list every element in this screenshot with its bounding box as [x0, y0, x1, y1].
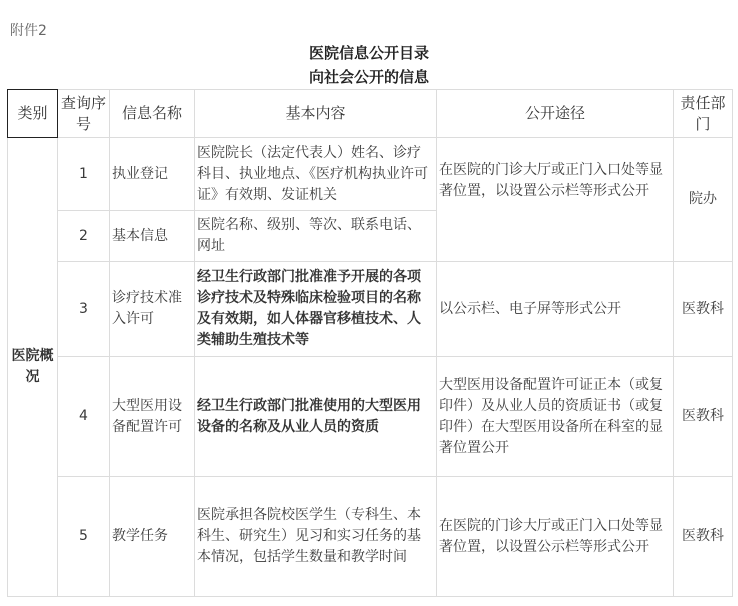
row-content: 经卫生行政部门批准准予开展的各项诊疗技术及特殊临床检验项目的名称及有效期，如人体器官移植技术、人类辅助生殖技术等	[195, 262, 437, 357]
row-name: 大型医用设备配置许可	[110, 357, 195, 477]
header-index: 查询序号	[58, 90, 110, 138]
page-subtitle: 向社会公开的信息	[308, 68, 429, 86]
header-channel: 公开途径	[437, 90, 674, 138]
row-channel: 在医院的门诊大厅或正门入口处等显著位置，以设置公示栏等形式公开	[437, 138, 674, 262]
row-index: 2	[58, 211, 110, 262]
header-name: 信息名称	[110, 90, 195, 138]
row-channel: 在医院的门诊大厅或正门入口处等显著位置，以设置公示栏等形式公开	[437, 477, 674, 597]
row-content: 医院承担各院校医学生（专科生、本科生、研究生）见习和实习任务的基本情况，包括学生数量和教学时间	[195, 477, 437, 597]
row-channel: 大型医用设备配置许可证正本（或复印件）及从业人员的资质证书（或复印件）在大型医用设备所在科室的显著位置公开	[437, 357, 674, 477]
row-index: 4	[58, 357, 110, 477]
row-name: 教学任务	[110, 477, 195, 597]
row-name: 基本信息	[110, 211, 195, 262]
row-dept: 院办	[674, 138, 733, 262]
row-content: 医院名称、级别、等次、联系电话、网址	[195, 211, 437, 262]
page-title: 医院信息公开目录	[308, 44, 429, 62]
row-index: 5	[58, 477, 110, 597]
table-row	[8, 138, 733, 211]
table-row	[8, 262, 733, 357]
row-name: 执业登记	[110, 138, 195, 211]
row-dept: 医教科	[674, 477, 733, 597]
row-index: 3	[58, 262, 110, 357]
header-content: 基本内容	[195, 90, 437, 138]
row-dept: 医教科	[674, 357, 733, 477]
row-name: 诊疗技术准入许可	[110, 262, 195, 357]
header-dept: 责任部门	[674, 90, 733, 138]
row-content: 经卫生行政部门批准使用的大型医用设备的名称及从业人员的资质	[195, 357, 437, 477]
category-cell: 医院概况	[8, 138, 58, 597]
header-category: 类别	[8, 90, 58, 138]
row-channel: 以公示栏、电子屏等形式公开	[437, 262, 674, 357]
table-row	[8, 357, 733, 477]
info-table	[7, 89, 733, 597]
row-index: 1	[58, 138, 110, 211]
table-header-row	[8, 90, 733, 138]
attachment-label: 附件2	[10, 23, 47, 39]
row-content: 医院院长（法定代表人）姓名、诊疗科目、执业地点、《医疗机构执业许可证》有效期、发证机关	[195, 138, 437, 211]
row-dept: 医教科	[674, 262, 733, 357]
table-row	[8, 477, 733, 597]
